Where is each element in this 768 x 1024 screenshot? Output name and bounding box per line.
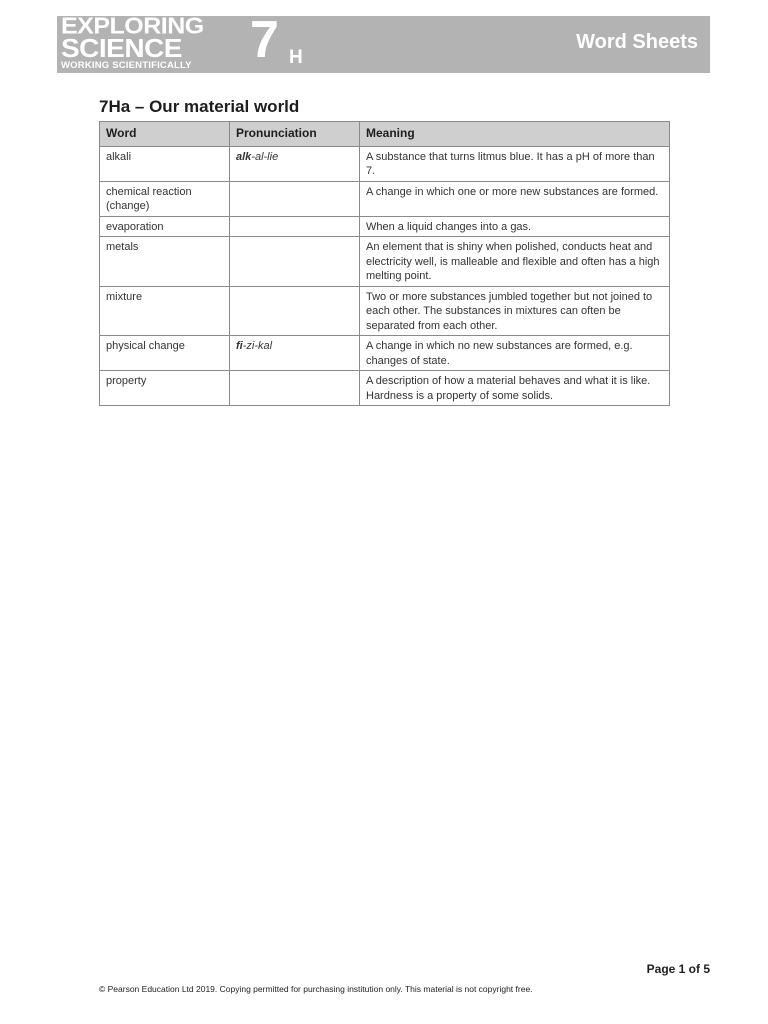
page-number: Page 1 of 5	[646, 962, 710, 976]
pronunciation-cell	[230, 181, 360, 216]
brand-logo	[61, 14, 237, 74]
column-header-word: Word	[100, 122, 230, 147]
stressed-syllable: alk	[236, 150, 252, 163]
table-row	[100, 146, 670, 181]
meaning-cell: An element that is shiny when polished, conducts heat and electricity well, is malleable and flexible and often has a high melting point.	[360, 237, 670, 287]
brand-line-1: EXPLORING	[61, 13, 204, 39]
column-header-pronunciation: Pronunciation	[230, 122, 360, 147]
column-header-meaning: Meaning	[360, 122, 670, 147]
table-row	[100, 371, 670, 406]
word-cell: mixture	[100, 286, 230, 336]
table-row	[100, 216, 670, 237]
meaning-cell: When a liquid changes into a gas.	[360, 216, 670, 237]
word-cell: chemical reaction (change)	[100, 181, 230, 216]
pronunciation-cell	[230, 371, 360, 406]
meaning-cell: A change in which one or more new substances are formed.	[360, 181, 670, 216]
meaning-cell: Two or more substances jumbled together but not joined to each other. The substances in mixtures can often be separated from each other.	[360, 286, 670, 336]
table-header-row	[100, 122, 670, 147]
table-row	[100, 237, 670, 287]
meaning-cell: A change in which no new substances are formed, e.g. changes of state.	[360, 336, 670, 371]
table-body	[100, 146, 670, 406]
pronunciation-cell	[230, 286, 360, 336]
word-cell: evaporation	[100, 216, 230, 237]
word-cell: alkali	[100, 146, 230, 181]
word-cell: property	[100, 371, 230, 406]
table-row	[100, 286, 670, 336]
meaning-cell: A description of how a material behaves and what it is like. Hardness is a property of some solids.	[360, 371, 670, 406]
pronunciation-cell	[230, 336, 360, 371]
page-title: 7Ha – Our material world	[99, 97, 300, 116]
stressed-syllable: fi	[236, 340, 243, 352]
vocabulary-table	[99, 121, 670, 406]
table-row	[100, 181, 670, 216]
pronunciation-cell	[230, 237, 360, 287]
table-row	[100, 336, 670, 371]
word-cell: physical change	[100, 336, 230, 371]
meaning-cell: A substance that turns litmus blue. It has a pH of more than 7.	[360, 146, 670, 181]
syllables: -zi-kal	[242, 340, 273, 352]
copyright-notice: © Pearson Education Ltd 2019. Copying permitted for purchasing institution only. This material is not copyright free.	[99, 984, 533, 994]
pronunciation-cell	[230, 146, 360, 181]
sheet-type-label: Word Sheets	[576, 31, 698, 53]
syllables: -al-lie	[251, 150, 279, 163]
pronunciation-cell	[230, 216, 360, 237]
word-cell: metals	[100, 237, 230, 287]
brand-line-2: SCIENCE	[61, 34, 182, 63]
brand-line-3: WORKING SCIENTIFICALLY	[61, 60, 192, 71]
unit-letter: H	[289, 47, 303, 68]
unit-number: 7	[250, 11, 279, 69]
